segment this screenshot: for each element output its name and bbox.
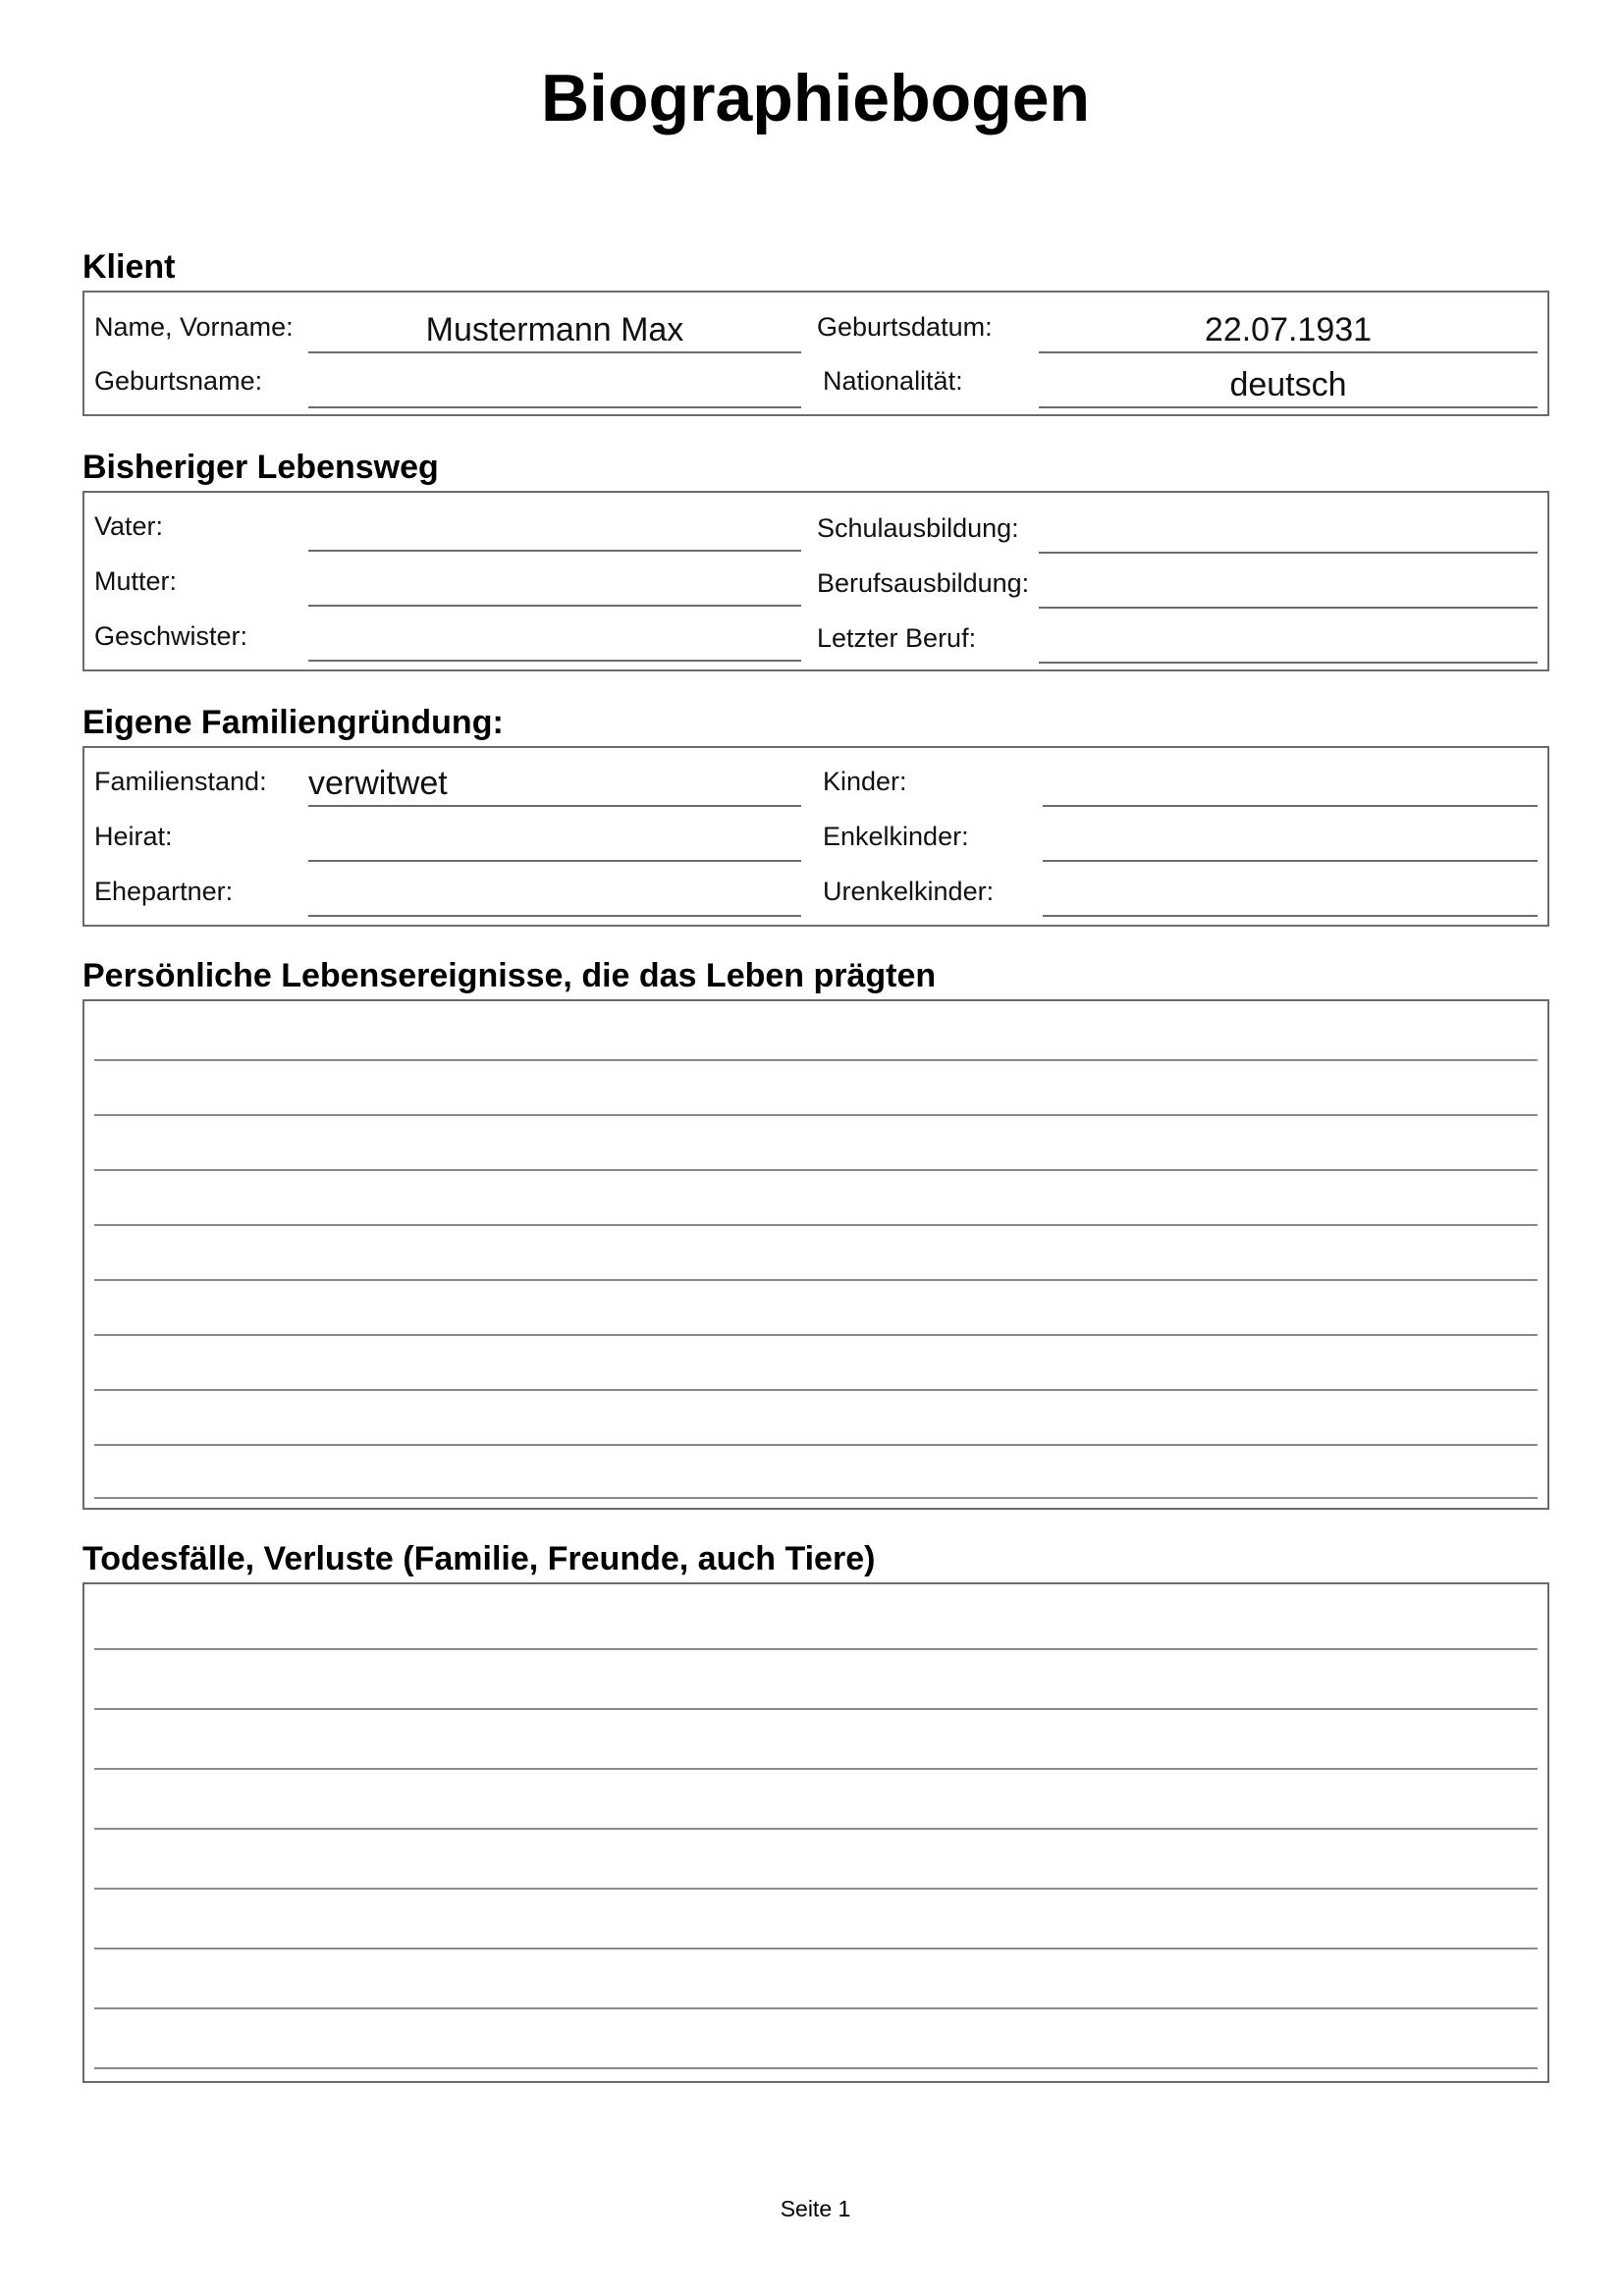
geschwister-label: Geschwister: [94, 621, 248, 651]
section-heading-ereignisse: Persönliche Lebensereignisse, die das Leben prägten [82, 957, 937, 994]
geburtsdatum-field[interactable] [1039, 351, 1538, 353]
writing-line[interactable] [94, 1648, 1538, 1650]
writing-line[interactable] [94, 1334, 1538, 1336]
enkelkinder-label: Enkelkinder: [823, 822, 969, 851]
vater-label: Vater: [94, 511, 164, 541]
name-value: Mustermann Max [425, 311, 684, 348]
vater-field[interactable] [308, 550, 801, 552]
mutter-field[interactable] [308, 605, 801, 607]
familienstand-value: verwitwet [308, 765, 448, 802]
klient-box [82, 291, 1549, 416]
name-label: Name, Vorname: [94, 312, 294, 342]
geburtsname-field[interactable] [308, 406, 801, 408]
writing-line[interactable] [94, 1948, 1538, 1949]
writing-line[interactable] [94, 1279, 1538, 1281]
writing-line[interactable] [94, 1444, 1538, 1446]
familie-box [82, 746, 1549, 927]
name-field[interactable] [308, 351, 801, 353]
writing-line[interactable] [94, 1497, 1538, 1499]
nationalitaet-value: deutsch [1229, 366, 1347, 403]
writing-line[interactable] [94, 2007, 1538, 2009]
page-number: Seite 1 [780, 2196, 851, 2221]
geburtsdatum-value: 22.07.1931 [1204, 311, 1373, 348]
section-heading-klient: Klient [82, 248, 176, 286]
geburtsname-label: Geburtsname: [94, 366, 263, 396]
ehepartner-label: Ehepartner: [94, 877, 234, 906]
heirat-field[interactable] [308, 860, 801, 862]
berufsausbildung-label: Berufsausbildung: [817, 568, 1030, 598]
writing-line[interactable] [94, 1708, 1538, 1710]
ereignisse-box [82, 999, 1549, 1510]
schulausbildung-label: Schulausbildung: [817, 513, 1019, 543]
writing-line[interactable] [94, 1059, 1538, 1061]
enkelkinder-field[interactable] [1043, 860, 1538, 862]
geschwister-field[interactable] [308, 660, 801, 662]
writing-line[interactable] [94, 1389, 1538, 1391]
ehepartner-field[interactable] [308, 915, 801, 917]
schulausbildung-field[interactable] [1039, 552, 1538, 554]
section-heading-lebensweg: Bisheriger Lebensweg [82, 449, 439, 486]
section-heading-verluste: Todesfälle, Verluste (Familie, Freunde, auch Tiere) [82, 1540, 876, 1577]
page-title: Biographiebogen [540, 61, 1091, 135]
lebensweg-box [82, 491, 1549, 671]
nationalitaet-field[interactable] [1039, 406, 1538, 408]
nationalitaet-label: Nationalität: [823, 366, 963, 396]
writing-line[interactable] [94, 2067, 1538, 2069]
writing-line[interactable] [94, 1114, 1538, 1116]
familienstand-field[interactable] [308, 805, 801, 807]
writing-line[interactable] [94, 1828, 1538, 1830]
geburtsdatum-label: Geburtsdatum: [817, 312, 993, 342]
familienstand-label: Familienstand: [94, 767, 267, 796]
urenkelkinder-label: Urenkelkinder: [823, 877, 995, 906]
mutter-label: Mutter: [94, 566, 178, 596]
berufsausbildung-field[interactable] [1039, 607, 1538, 609]
verluste-box [82, 1582, 1549, 2083]
kinder-label: Kinder: [823, 767, 907, 796]
writing-line[interactable] [94, 1888, 1538, 1890]
section-heading-familie: Eigene Familiengründung: [82, 704, 504, 741]
writing-line[interactable] [94, 1169, 1538, 1171]
letzter-beruf-field[interactable] [1039, 662, 1538, 664]
writing-line[interactable] [94, 1768, 1538, 1770]
letzter-beruf-label: Letzter Beruf: [817, 623, 977, 653]
kinder-field[interactable] [1043, 805, 1538, 807]
urenkelkinder-field[interactable] [1043, 915, 1538, 917]
heirat-label: Heirat: [94, 822, 173, 851]
writing-line[interactable] [94, 1224, 1538, 1226]
